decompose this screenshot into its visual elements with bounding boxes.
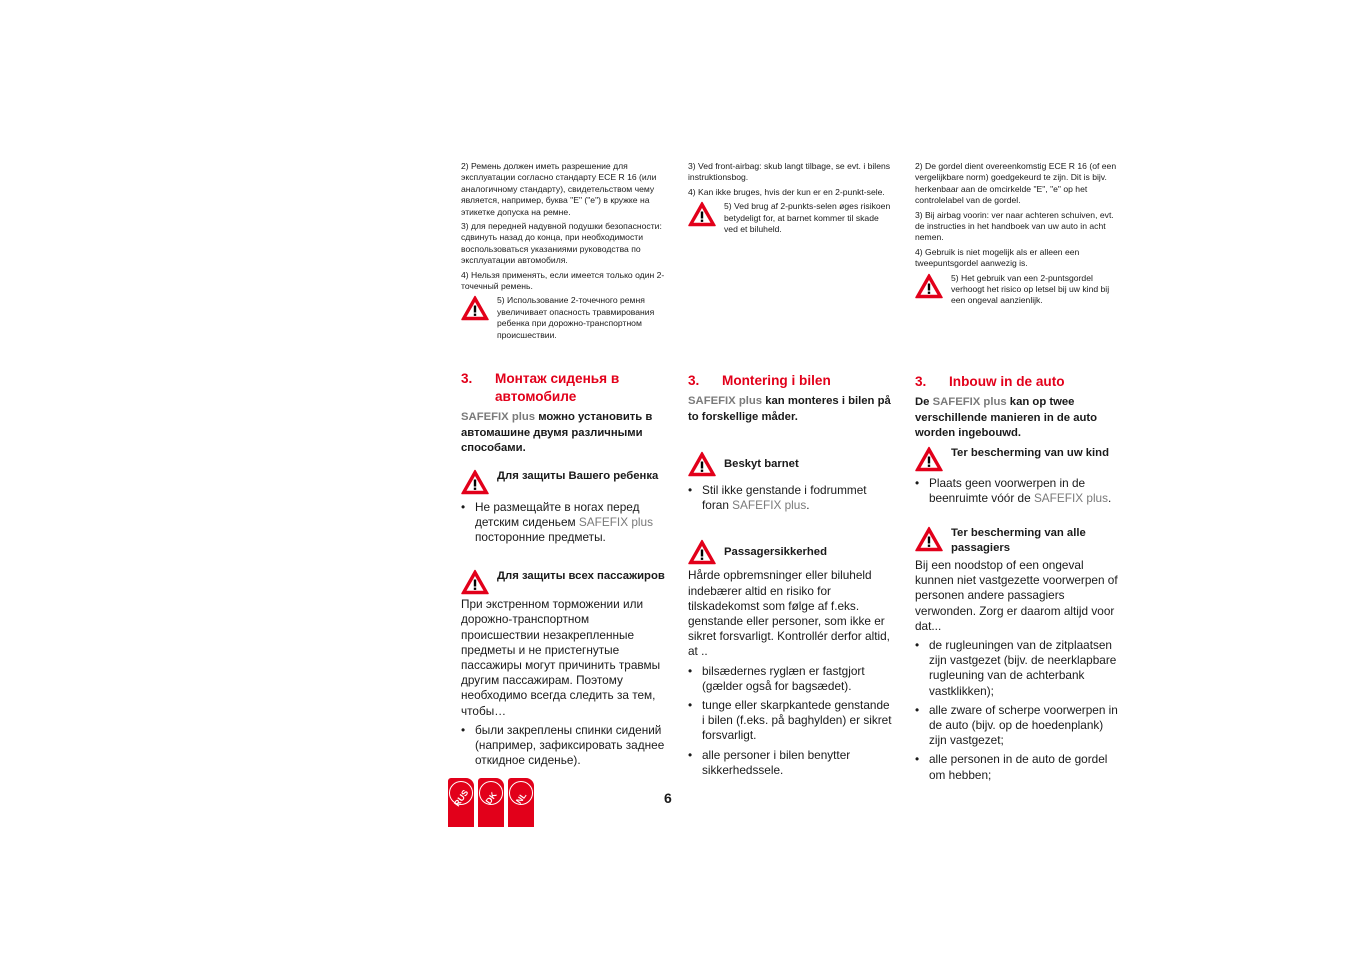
section-heading — [915, 373, 1121, 391]
subheading: Ter bescherming van uw kind — [915, 446, 1121, 472]
paragraph: Bij een noodstop of een ongeval kunnen niet vastgezette voorwerpen of personen andere passagiers verwonden. Zorg er daarom altijd voor dat... — [915, 557, 1118, 633]
subheading: Passagersikkerhed — [688, 539, 894, 565]
subheading: Beskyt barnet — [688, 451, 894, 477]
nl-section — [915, 373, 1121, 783]
bullet: • — [688, 747, 693, 762]
footnote: 4) Нельзя применять, если имеется только один 2-точечный ремень. — [461, 269, 665, 292]
brand-name: SAFEFIX plus — [932, 396, 1007, 408]
warning-note — [461, 295, 667, 344]
warning-triangle-icon — [688, 201, 716, 227]
list-item: • Plaats geen voorwerpen in de beenruimte vóór de SAFEFIX plus. — [915, 475, 1112, 505]
language-tab-nl: NL — [508, 778, 534, 827]
bullet: • — [915, 702, 920, 717]
brand-name: SAFEFIX plus — [1033, 490, 1109, 505]
intro-text: De SAFEFIX plus kan op twee verschillende manieren in de auto worden ingebouwd. — [915, 396, 1098, 439]
warning-triangle-icon — [461, 569, 489, 595]
subheading: Для защиты всех пассажиров — [461, 569, 667, 595]
rus-footnotes — [461, 161, 667, 344]
dk-footnotes — [688, 161, 894, 238]
warning-triangle-icon — [688, 539, 716, 565]
section-number: 3. — [688, 373, 700, 388]
language-tab-dk: DK — [478, 778, 504, 827]
brand-name: SAFEFIX plus — [688, 395, 763, 407]
list-item: • alle personen in de auto de gordel om hebben; — [915, 752, 1108, 782]
warning-note — [915, 273, 1121, 310]
list-item: • alle personer i bilen benytter sikkerhedssele. — [688, 747, 851, 777]
warning-triangle-icon — [915, 526, 943, 552]
warning-triangle-icon — [461, 295, 489, 321]
bullet: • — [461, 722, 466, 737]
section-number: 3. — [915, 374, 927, 389]
brand-name: SAFEFIX plus — [732, 498, 807, 513]
list-item: • Stil ikke genstande i fodrummet foran SAFEFIX plus. — [688, 483, 867, 513]
warning-triangle-icon — [915, 273, 943, 299]
language-tabs — [448, 778, 538, 827]
warning-text: 5) Ved brug af 2-punkts-selen øges risikoen betydeligt for, at barnet kommer til skade ved et biluheld. — [724, 201, 891, 235]
list-item: • de rugleuningen van de zitplaatsen zijn vastgezet (bijv. de neerklapbare rugleuning van de achterbank vastklikken); — [915, 637, 1117, 698]
warning-text: 5) Использование 2-точечного ремня увеличивает опасность травмирования ребенка при дорожно-транспортном происшествии. — [497, 295, 655, 340]
list-item: • Не размещайте в ногах перед детским сиденьем SAFEFIX plus посторонние предметы. — [461, 499, 653, 544]
warning-triangle-icon — [461, 469, 489, 495]
dk-section — [688, 372, 894, 778]
section-title: Inbouw in de auto — [949, 374, 1065, 389]
bullet: • — [461, 499, 466, 514]
footnote: 3) Ved front-airbag: skub langt tilbage, se evt. i bilens instruktionsbog. — [688, 161, 891, 183]
bullet: • — [688, 483, 693, 497]
paragraph: Hårde opbremsninger eller biluheld indebærer altid en risiko for tilskadekomst som følge af f.eks. genstande eller personer, som ikke er sikret forsvarligt. Kontrollér derfor altid, at .. — [688, 568, 890, 659]
footnote: 4) Kan ikke bruges, hvis der kun er en 2-punkt-sele. — [688, 186, 885, 197]
warning-note — [688, 201, 894, 238]
intro-text: SAFEFIX plus можно установить в автомашине двумя различными способами. — [461, 411, 653, 454]
brand-name: SAFEFIX plus — [578, 514, 653, 529]
warning-triangle-icon — [688, 451, 716, 477]
brand-name: SAFEFIX plus — [461, 411, 536, 423]
bullet: • — [915, 752, 920, 767]
list-item: • tunge eller skarpkantede genstande i bilen (f.eks. på baghylden) er sikret forsvarligt. — [688, 698, 892, 743]
section-title: Montering i bilen — [722, 373, 831, 388]
footnote: 3) Bij airbag voorin: ver naar achteren schuiven, evt. de instructies in het handboek van uw auto in acht nemen. — [915, 209, 1114, 243]
subheading: Для защиты Вашего ребенка — [461, 469, 667, 495]
rus-section — [461, 370, 667, 768]
footnote: 2) De gordel dient overeenkomstig ECE R 16 (of een vergelijkbare norm) goedgekeurd te zijn. Dit is bijv. herkenbaar aan de omcirkelde "E", "e" op het controlelabel van de gordel. — [915, 161, 1117, 206]
paragraph: При экстренном торможении или дорожно-транспортном происшествии незакрепленные предметы и не пристегнутые пассажиры могут причинить травмы другим пассажирам. Поэтому необходимо всегда следить за тем, чтобы… — [461, 597, 661, 718]
section-heading — [461, 370, 667, 406]
subheading: Ter bescherming van alle passagiers — [915, 526, 1121, 556]
language-tab-rus: RUS — [448, 778, 474, 827]
page-number: 6 — [664, 790, 672, 806]
nl-footnotes — [915, 161, 1121, 310]
bullet: • — [915, 637, 920, 652]
list-item: • были закреплены спинки сидений (например, зафиксировать заднее откидное сиденье). — [461, 722, 665, 768]
bullet: • — [688, 663, 693, 678]
intro-text: SAFEFIX plus kan monteres i bilen på to forskellige måder. — [688, 395, 891, 423]
bullet: • — [688, 698, 693, 713]
footnote: 3) для передней надувной подушки безопасности: сдвинуть назад до конца, при необходимости воспользоваться указаниями руководства по эксплуатации автомобиля. — [461, 221, 662, 266]
warning-triangle-icon — [915, 446, 943, 472]
footnote: 2) Ремень должен иметь разрешение для эксплуатации согласно стандарту ECE R 16 (или аналогичному стандарту), свидетельством чему является, например, буква "E" ("e") в кружке на этикетке допуска на ремне. — [461, 161, 657, 217]
warning-text: 5) Het gebruik van een 2-puntsgordel verhoogt het risico op letsel bij uw kind bij een ongeval aanzienlijk. — [951, 272, 1110, 306]
section-heading — [688, 372, 894, 390]
section-title: Монтаж сиденья в автомобиле — [495, 371, 620, 404]
footnote: 4) Gebruik is niet mogelijk als er alleen een tweepuntsgordel aanwezig is. — [915, 246, 1080, 269]
list-item: • bilsædernes ryglæn er fastgjort (gælder også for bagsædet). — [688, 663, 865, 693]
section-number: 3. — [461, 371, 473, 386]
list-item: • alle zware of scherpe voorwerpen in de auto (bijv. op de hoedenplank) zijn vastgezet; — [915, 702, 1118, 748]
bullet: • — [915, 475, 920, 490]
